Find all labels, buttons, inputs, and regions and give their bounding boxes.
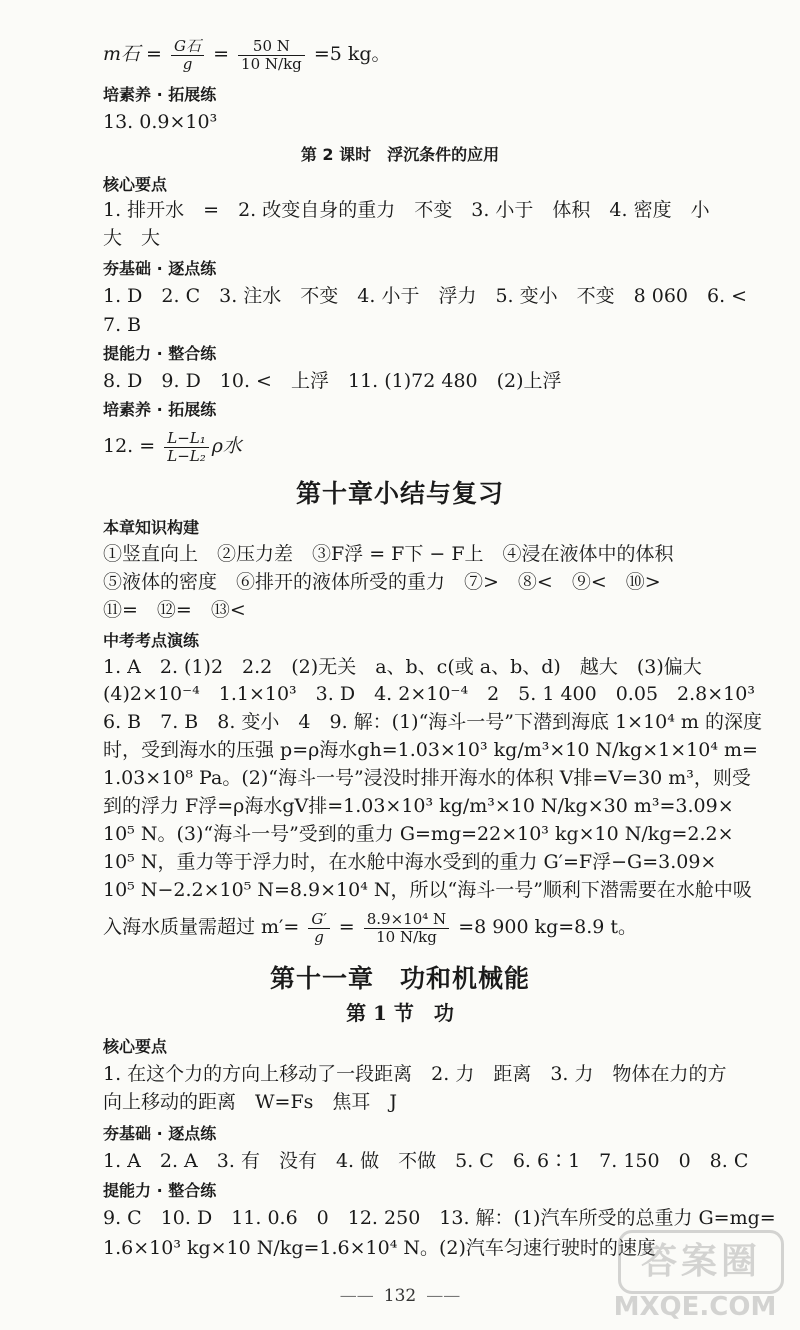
answer-line: 1.03×10⁸ Pa。(2)“海斗一号”浸没时排开海水的体积 V排=V=30 m³，则受 <box>103 767 751 789</box>
section-title-1: 第 1 节 功 <box>346 1001 454 1025</box>
fraction-force-over-g: $\frac{\text{8.9×10⁴ N}}{10 N/kg}$ <box>364 911 449 946</box>
answer-line: ⑪= ⑫= ⑬< <box>103 599 246 621</box>
answer-line: 向上移动的距离 W=Fs 焦耳 J <box>103 1091 397 1113</box>
section-heading-extension: 培素养 · 拓展练 <box>103 400 217 419</box>
section-heading-exam-practice: 中考考点演练 <box>103 631 200 650</box>
answer-line: 1.6×10³ kg×10 N/kg=1.6×10⁴ N。(2)汽车匀速行驶时的速度 <box>103 1237 656 1259</box>
formula-line-density: 12. = $\frac{\text{L−L₁}}{\text{L−L₂}}$ ρ水 <box>103 428 242 465</box>
answer-line: 1. D 2. C 3. 注水 不变 4. 小于 浮力 5. 变小 不变 8 060 6. < <box>103 285 748 307</box>
answer-line: 10⁵ N。(3)“海斗一号”受到的重力 G=mg=22×10³ kg×10 N/kg=2.2× <box>103 823 734 845</box>
answer-line: 7. B <box>103 314 142 336</box>
fraction-g-over-g: $\frac{\text{G石}}{g}$ <box>171 38 204 73</box>
watermark-url: MXQE.COM <box>613 1292 777 1322</box>
answer-line: ⑤液体的密度 ⑥排开的液体所受的重力 ⑦> ⑧< ⑨< ⑩> <box>103 571 661 593</box>
answer-line: 6. B 7. B 8. 变小 4 9. 解：(1)“海斗一号”下潜到海底 1×10⁴ m 的深度 <box>103 711 762 733</box>
section-heading-extension: 培素养 · 拓展练 <box>103 85 217 104</box>
answer-line: 9. C 10. D 11. 0.6 0 12. 250 13. 解：(1)汽车所受的总重力 G=mg= <box>103 1207 776 1229</box>
formula-result: =5 kg。 <box>313 43 391 65</box>
answer-line: 1. A 2. A 3. 有 没有 4. 做 不做 5. C 6. 6∶1 7. 150 0 8. C <box>103 1150 749 1172</box>
answer-line: ①竖直向上 ②压力差 ③F浮 = F下 − F上 ④浸在液体中的体积 <box>103 543 674 565</box>
section-heading-ability: 提能力 · 整合练 <box>103 344 217 363</box>
answer-line: 1. 排开水 = 2. 改变自身的重力 不变 3. 小于 体积 4. 密度 小 <box>103 199 710 221</box>
section-heading-ability: 提能力 · 整合练 <box>103 1181 217 1200</box>
answer-line: 13. 0.9×10³ <box>103 111 218 133</box>
fraction-g-prime-over-g: $\frac{G'}{g}$ <box>308 911 329 946</box>
section-heading-basics: 夯基础 · 逐点练 <box>103 1124 217 1143</box>
page-number: —— 132 —— <box>339 1286 461 1306</box>
answer-line: (4)2×10⁻⁴ 1.1×10³ 3. D 4. 2×10⁻⁴ 2 5. 1 400 0.05 2.8×10³ <box>103 683 755 705</box>
answer-line: 10⁵ N，重力等于浮力时，在水舱中海水受到的重力 G′=F浮−G=3.09× <box>103 851 717 873</box>
answer-line: 10⁵ N−2.2×10⁵ N=8.9×10⁴ N，所以“海斗一号”顺利下潜需要在水舱中吸 <box>103 879 752 901</box>
formula-lhs: m石 = <box>103 43 162 65</box>
chapter-title-11: 第十一章 功和机械能 <box>269 964 530 993</box>
formula-line-stone-mass: m石 = $\frac{\text{G石}}{g}$ = $\frac{50 N}{10 N/kg}$ =5 kg。 <box>103 36 391 73</box>
chapter-title-10-review: 第十章小结与复习 <box>295 479 504 508</box>
watermark-mark: 答案圈 <box>618 1230 784 1294</box>
watermark-logo <box>600 1230 790 1325</box>
answer-line: 1. 在这个力的方向上移动了一段距离 2. 力 距离 3. 力 物体在力的方 <box>103 1063 727 1085</box>
answer-line: 到的浮力 F浮=ρ海水gV排=1.03×10³ kg/m³×10 N/kg×30 m³=3.09× <box>103 795 734 817</box>
lesson-title-2: 第 2 课时 浮沉条件的应用 <box>300 145 500 164</box>
answer-line: 时，受到海水的压强 p=ρ海水gh=1.03×10³ kg/m³×10 N/kg×1×10⁴ m= <box>103 739 758 761</box>
answer-line: 1. A 2. (1)2 2.2 (2)无关 a、b、c(或 a、b、d) 越大 (3)偏大 <box>103 656 702 678</box>
section-heading-basics: 夯基础 · 逐点练 <box>103 259 217 278</box>
section-heading-core-points: 核心要点 <box>103 1037 168 1056</box>
section-heading-core-points: 核心要点 <box>103 175 168 194</box>
section-heading-knowledge-map: 本章知识构建 <box>103 518 200 537</box>
formula-line-water-mass: 入海水质量需超过 m′= $\frac{G'}{g}$ = $\frac{\text{8.9×10⁴ N}}{10 N/kg}$ =8 900 kg=8.9 t。 <box>103 909 638 946</box>
fraction-50n-over-10nkg: $\frac{50 N}{10 N/kg}$ <box>238 38 305 73</box>
fraction-length-ratio: $\frac{\text{L−L₁}}{\text{L−L₂}}$ <box>164 430 209 465</box>
answer-line: 大 大 <box>103 227 161 249</box>
answer-line: 8. D 9. D 10. < 上浮 11. (1)72 480 (2)上浮 <box>103 370 562 392</box>
